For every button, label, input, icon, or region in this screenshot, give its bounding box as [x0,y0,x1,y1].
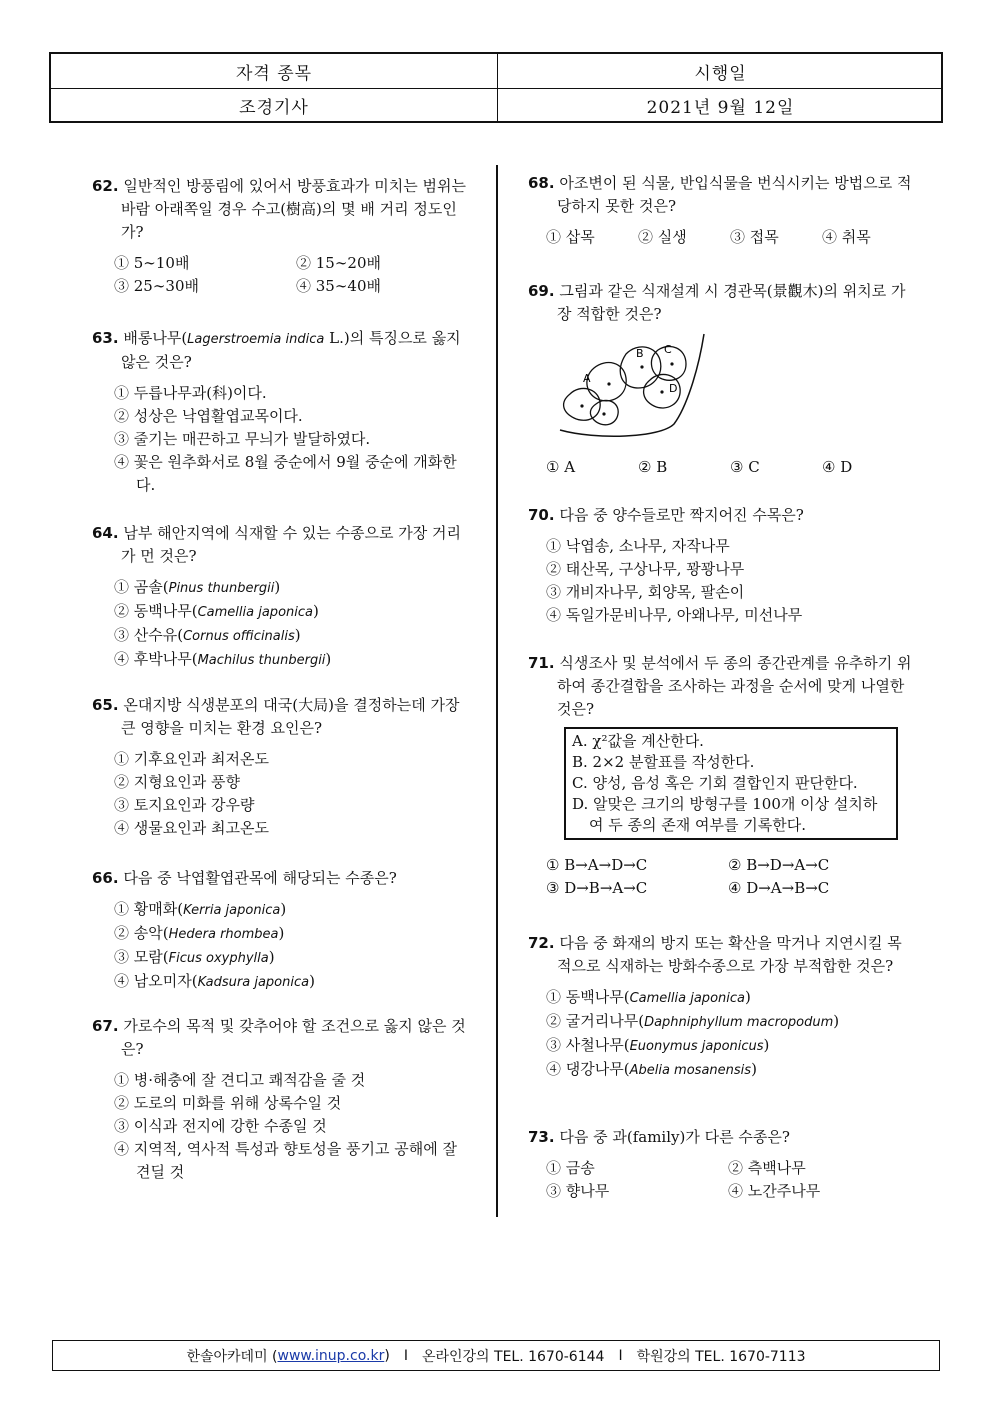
footer-offline-tel: 학원강의 TEL. 1670-7113 [636,1348,806,1365]
option-ko: ① 곰솔( [114,578,169,596]
option[interactable] [546,1010,912,1034]
question-73-options [546,1157,910,1203]
option[interactable]: ② 성상은 낙엽활엽교목이다. [114,407,303,425]
option[interactable]: ① 5∼10배 [114,254,190,272]
option[interactable]: ② 태산목, 구상나무, 꽝꽝나무 [546,560,745,578]
question-69 [528,280,914,479]
option[interactable] [114,922,397,946]
step-item: C. 양성, 음성 혹은 기회 결합인지 판단한다. [572,774,858,792]
header-row-labels [51,54,941,89]
option-ko: ① 동백나무( [546,988,630,1006]
option[interactable]: ① A [546,458,576,476]
option-end: ) [833,1012,840,1030]
question-63-text-post: L.)의 특징으로 옳지 않은 것은? [121,329,461,371]
header-exam-date-value: 2021년 9월 12일 [646,97,795,118]
footer-separator: I [618,1347,623,1364]
question-63-options [114,382,474,497]
diagram-label-c: C [664,343,672,356]
option-end: ) [268,948,275,966]
option[interactable]: ④ 생물요인과 최고온도 [114,819,269,837]
option-latin: Hedera rhombea [168,927,279,942]
option-latin: Pinus thunbergii [168,581,275,596]
question-66-text: 다음 중 낙엽활엽관목에 해당되는 수종은? [123,869,397,887]
option[interactable]: ① 삽목 [546,228,595,246]
option-ko: ④ 후박나무( [114,650,198,668]
diagram-label-a: A [583,372,591,385]
footer-online-tel: 온라인강의 TEL. 1670-6144 [421,1348,605,1365]
question-71-options [546,854,912,900]
step-item: A. χ²값을 계산한다. [572,732,704,750]
option-latin: Camellia japonica [629,991,745,1006]
option-end: ) [309,972,315,990]
question-62-text: 일반적인 방풍림에 있어서 방풍효과가 미치는 범위는 바람 아래쪽일 경우 수고(樹高)의 몇 배 거리 정도인가? [121,177,466,241]
question-62 [92,175,478,298]
option[interactable] [546,1034,912,1058]
option[interactable]: ② 지형요인과 풍향 [114,773,240,791]
question-72-stem [528,932,912,978]
option[interactable]: ③ 25∼30배 [114,277,200,295]
option[interactable]: ① 기후요인과 최저온도 [114,750,269,768]
diagram-label-d: D [669,382,678,395]
question-63-number: 63. [92,329,119,347]
question-67-stem [92,1015,474,1061]
question-64-stem [92,522,474,568]
option[interactable] [114,576,474,600]
question-68 [528,172,914,249]
option[interactable]: ③ 향나무 [546,1182,610,1200]
option[interactable]: ④ 35∼40배 [296,277,382,295]
option-latin: Kadsura japonica [197,975,310,990]
option[interactable]: ④ 독일가문비나무, 아왜나무, 미선나무 [546,606,803,624]
question-63-stem [92,327,474,374]
tree-point [660,390,663,393]
tree-point [670,362,673,365]
question-65-stem [92,694,474,740]
question-72 [528,932,912,1082]
question-64-text: 남부 해안지역에 식재할 수 있는 수종으로 가장 거리가 먼 것은? [121,524,462,565]
option[interactable]: ③ 이식과 전지에 강한 수종일 것 [114,1117,327,1135]
option[interactable]: ③ 토지요인과 강우량 [114,796,255,814]
question-63 [92,327,474,497]
footer-academy: 한솔아카데미 ( [186,1348,278,1365]
option-end: ) [744,988,751,1006]
option-end: ) [763,1036,770,1054]
question-71 [528,652,912,900]
question-68-options [546,226,914,249]
option[interactable]: ② 도로의 미화를 위해 상록수일 것 [114,1094,342,1112]
planting-diagram [556,332,716,444]
question-67-number: 67. [92,1017,119,1035]
question-73-text: 다음 중 과(family)가 다른 수종은? [559,1128,790,1146]
option-ko: ③ 산수유( [114,626,184,644]
question-68-stem [528,172,914,218]
option-ko: ④ 댕강나무( [546,1060,630,1078]
option-end: ) [294,626,301,644]
question-70-text: 다음 중 양수들로만 짝지어진 수목은? [559,506,804,524]
option[interactable]: ① 병·해충에 잘 견디고 쾌적감을 줄 것 [114,1071,366,1089]
question-69-options [546,456,914,479]
option-latin: Daphniphyllum macropodum [644,1015,834,1030]
option-latin: Kerria japonica [183,903,281,918]
option[interactable] [114,624,474,648]
question-70 [528,504,804,627]
column-divider [496,165,498,1217]
option[interactable]: ① 낙엽송, 소나무, 자작나무 [546,537,730,555]
option[interactable]: ③ D→B→A→C [546,879,648,897]
tree-point [640,365,643,368]
option[interactable]: ④ D [822,458,853,476]
option-ko: ② 동백나무( [114,602,198,620]
question-72-options [546,986,912,1082]
question-73-number: 73. [528,1128,555,1146]
question-70-stem [528,504,804,527]
question-65-number: 65. [92,696,119,714]
option[interactable]: ④ 노간주나무 [728,1182,821,1200]
option-latin: Camellia japonica [197,605,313,620]
tree-point [602,412,605,415]
option[interactable] [114,946,397,970]
question-71-steps-box [564,727,898,840]
option[interactable]: ② 15∼20배 [296,254,382,272]
option[interactable]: ④ 취목 [822,228,871,246]
question-73 [528,1126,910,1203]
question-63-text-pre: 배롱나무( [123,329,188,347]
question-67-text: 가로수의 목적 및 갖추어야 할 조건으로 옳지 않은 것은? [121,1017,466,1058]
question-62-number: 62. [92,177,119,195]
question-71-number: 71. [528,654,555,672]
footer-bar [52,1340,940,1371]
footer-website-link[interactable]: www.inup.co.kr [277,1347,385,1364]
option[interactable]: ② B [638,458,668,476]
option-ko: ③ 모람( [114,948,169,966]
step-item: B. 2×2 분할표를 작성한다. [572,753,755,771]
question-63-latin: Lagerstroemia indica [187,332,325,347]
question-67 [92,1015,474,1184]
step-item: D. 알맞은 크기의 방형구를 100개 이상 설치하여 두 종의 존재 여부를 기록한다. [572,795,878,834]
header-exam-date-label: 시행일 [694,63,747,84]
footer-academy-end: ) [384,1347,390,1364]
option[interactable] [546,1058,912,1082]
option[interactable]: ③ 줄기는 매끈하고 무늬가 발달하였다. [114,430,371,448]
question-69-stem [528,280,914,326]
option[interactable] [114,648,474,672]
option[interactable] [114,898,397,922]
option-ko: ③ 사철나무( [546,1036,630,1054]
question-67-options [114,1069,474,1184]
tree-point [607,382,610,385]
tree-point [580,404,583,407]
option-ko: ① 황매화( [114,900,184,918]
question-65-options [114,748,474,840]
option[interactable]: ① B→A→D→C [546,856,648,874]
question-64-options [114,576,474,672]
option[interactable]: ③ C [730,458,760,476]
option-latin: Cornus officinalis [183,629,295,644]
question-66 [92,867,397,994]
option-end: ) [751,1060,757,1078]
footer-separator: I [403,1347,408,1364]
option-ko: ② 굴거리나무( [546,1012,645,1030]
question-69-text: 그림과 같은 식재설계 시 경관목(景觀木)의 위치로 가장 적합한 것은? [557,282,906,323]
question-64-number: 64. [92,524,119,542]
option[interactable]: ① 금송 [546,1159,595,1177]
option[interactable]: ② 측백나무 [728,1159,806,1177]
question-69-number: 69. [528,282,555,300]
option-latin: Ficus oxyphylla [168,951,269,966]
question-62-options [114,252,478,298]
option-latin: Abelia mosanensis [629,1063,752,1078]
question-68-text: 아조변이 된 식물, 반입식물을 번식시키는 방법으로 적당하지 못한 것은? [557,174,912,215]
question-64 [92,522,474,672]
question-65 [92,694,474,840]
question-70-number: 70. [528,506,555,524]
question-71-stem [528,652,912,721]
option-latin: Machilus thunbergii [197,653,326,668]
header-row-values [51,88,941,122]
option-end: ) [280,900,287,918]
option[interactable]: ② 실생 [638,228,687,246]
option[interactable]: ④ 꽃은 원추화서로 8월 중순에서 9월 중순에 개화한다. [114,453,457,494]
option-end: ) [274,578,281,596]
option[interactable] [546,986,912,1010]
header-exam-subject-label: 자격 종목 [51,54,498,88]
diagram-label-b: B [636,347,644,360]
option[interactable]: ③ 접목 [730,228,779,246]
question-73-stem [528,1126,910,1149]
option[interactable] [114,970,397,994]
question-66-options [114,898,397,994]
option-end: ) [278,924,285,942]
header-table [49,52,943,123]
question-66-stem [92,867,397,890]
option[interactable] [114,600,474,624]
question-66-number: 66. [92,869,119,887]
option-ko: ② 송악( [114,924,169,942]
option[interactable]: ④ D→A→B→C [728,879,830,897]
option[interactable]: ④ 지역적, 역사적 특성과 향토성을 풍기고 공해에 잘 견딜 것 [114,1140,457,1181]
option-ko: ④ 남오미자( [114,972,198,990]
question-68-number: 68. [528,174,555,192]
option[interactable]: ① 두릅나무과(科)이다. [114,384,267,402]
question-71-text: 식생조사 및 분석에서 두 종의 종간관계를 유추하기 위하여 종간결합을 조사하는 과정을 순서에 맞게 나열한 것은? [557,654,912,718]
question-65-text: 온대지방 식생분포의 대국(大局)을 결정하는데 가장 큰 영향을 미치는 환경 요인은? [121,696,460,737]
question-62-stem [92,175,478,244]
option[interactable]: ③ 개비자나무, 회양목, 팔손이 [546,583,745,601]
option-latin: Euonymus japonicus [629,1039,764,1054]
option[interactable]: ② B→D→A→C [728,856,830,874]
option-end: ) [325,650,332,668]
question-72-text: 다음 중 화재의 방지 또는 확산을 막거나 지연시킬 목적으로 식재하는 방화수종으로 가장 부적합한 것은? [557,934,902,975]
option-end: ) [312,602,319,620]
question-72-number: 72. [528,934,555,952]
header-exam-subject-value: 조경기사 [51,88,498,122]
question-70-options [546,535,804,627]
